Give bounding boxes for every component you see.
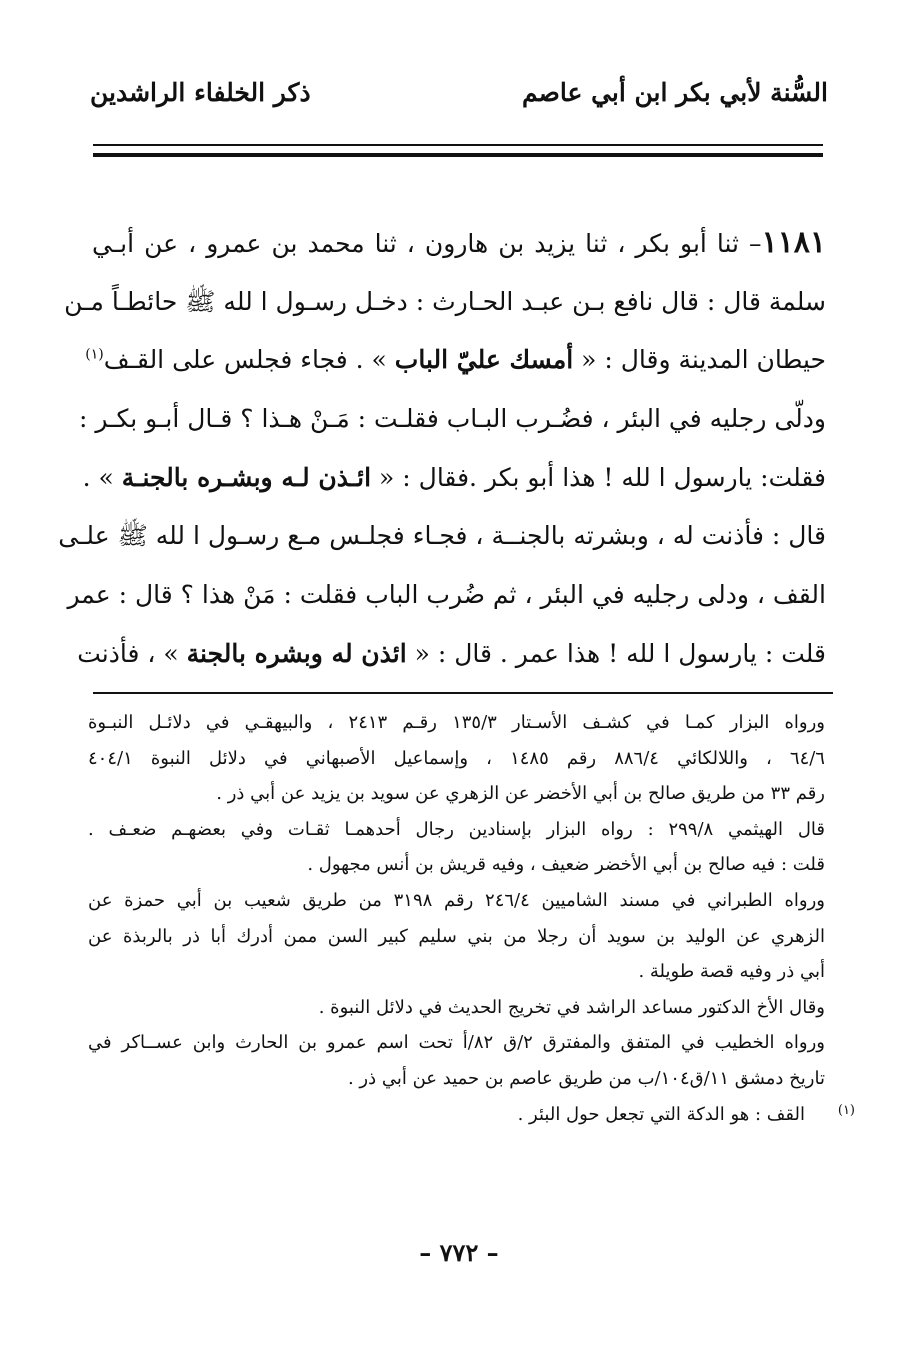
- hadith-line: القف ، ودلى رجليه في البئر ، ثم ضُرب الباب فقلت : مَنْ هذا ؟ قال : عمر: [67, 580, 826, 610]
- footnote-reference: (١): [85, 347, 104, 364]
- footnote-line: الزهري عن الوليد بن سويد أن رجلا من بني سليم كبير السن ممن أدرك أبا ذر بالربذة عن: [88, 925, 825, 947]
- footnote-line: ورواه الطبراني في مسند الشاميين ٢٤٦/٤ رقم ٣١٩٨ من طريق شعيب بن أبي حمزة عن: [88, 889, 825, 911]
- hadith-line: ١١٨١– ثنا أبو بكر ، ثنا يزيد بن هارون ، ثنا محمد بن عمرو ، عن أبـي: [92, 225, 826, 260]
- hadith-number: ١١٨١: [761, 225, 826, 260]
- footnote-line: تاريخ دمشق ١١/ق١٠٤/ب من طريق عاصم بن حميد عن أبي ذر .: [347, 1067, 825, 1089]
- footnote-line: رقم ٣٣ من طريق صالح بن أبي الأخضر عن الزهري عن سويد بن يزيد عن أبي ذر .: [216, 783, 825, 805]
- footnotes: [88, 705, 855, 1132]
- footnote-line: ورواه الخطيب في المتفق والمفترق ٢/ق ٨٢/أ تحت اسم عمرو بن الحارث وابن عســاكر في: [88, 1032, 825, 1054]
- running-head: [90, 72, 828, 112]
- hadith-line: قلت : يارسول ا لله ! هذا عمر . قال : « ائذن له وبشره بالجنة » ، فأذنت: [77, 638, 826, 668]
- hadith-line: قال : فأذنت له ، وبشرته بالجنــة ، فجـاء فجلـس مـع رسـول ا لله ﷺ علـى: [58, 521, 826, 551]
- prophet-quote: ائذن له وبشره بالجنة: [186, 638, 407, 668]
- footnote-line: ورواه البزار كمـا في كشـف الأسـتار ١٣٥/٣ رقـم ٢٤١٣ ، والبيهقـي في دلائـل النبـوة: [88, 712, 825, 733]
- footnote-line: أبي ذر وفيه قصة طويلة .: [638, 961, 825, 983]
- footnote-note: [88, 1097, 855, 1133]
- hadith-line: فقلت: يارسول ا لله ! هذا أبو بكر .فقال : « ائـذن لـه وبشـره بالجنـة » .: [82, 462, 826, 492]
- page-number: – ٧٧٢ –: [419, 1238, 499, 1267]
- hadith-line: سلمة قال : قال نافع بـن عبـد الحـارث : دخـل رسـول ا لله ﷺ حائطـاً مـن: [64, 286, 826, 316]
- footnote-line: قلت : فيه صالح بن أبي الأخضر ضعيف ، وفيه قريش بن أنس مجهول .: [307, 854, 825, 876]
- prophet-quote: ائـذن لـه وبشـره بالجنـة: [121, 462, 372, 492]
- prophet-quote: أمسك عليّ الباب: [394, 345, 574, 375]
- hadith-line: حيطان المدينة وقال : « أمسك عليّ الباب » . فجاء فجلس على القـف$^{(١)}$: [85, 345, 826, 375]
- footnote-marker: (١): [837, 1102, 855, 1118]
- footnote-note-text: القف : هو الدكة التي تجعل حول البئر .: [517, 1103, 805, 1125]
- chapter-title: ذكر الخلفاء الراشدين: [90, 77, 311, 107]
- header-rule: [93, 144, 823, 157]
- footnote-line: ٦٤/٦ ، واللالكائي ٨٨٦/٤ رقم ١٤٨٥ ، وإسماعيل الأصبهاني في دلائل النبوة ٤٠٤/١: [88, 747, 825, 769]
- book-title: السُّنة لأبي بكر ابن أبي عاصم: [521, 77, 828, 107]
- hadith-line: ودلّى رجليه في البئر ، فضُـرب البـاب فقلـت : مَـنْ هـذا ؟ قـال أبـو بكـر :: [78, 404, 826, 434]
- footnote-separator: [93, 692, 833, 694]
- footnote-line: قال الهيثمي ٢٩٩/٨ : رواه البزار بإسنادين رجال أحدهمـا ثقـات وفي بعضهـم ضعـف .: [88, 818, 825, 840]
- hadith-text: [58, 214, 826, 684]
- footnote-line: وقال الأخ الدكتور مساعد الراشد في تخريج الحديث في دلائل النبوة .: [318, 996, 825, 1018]
